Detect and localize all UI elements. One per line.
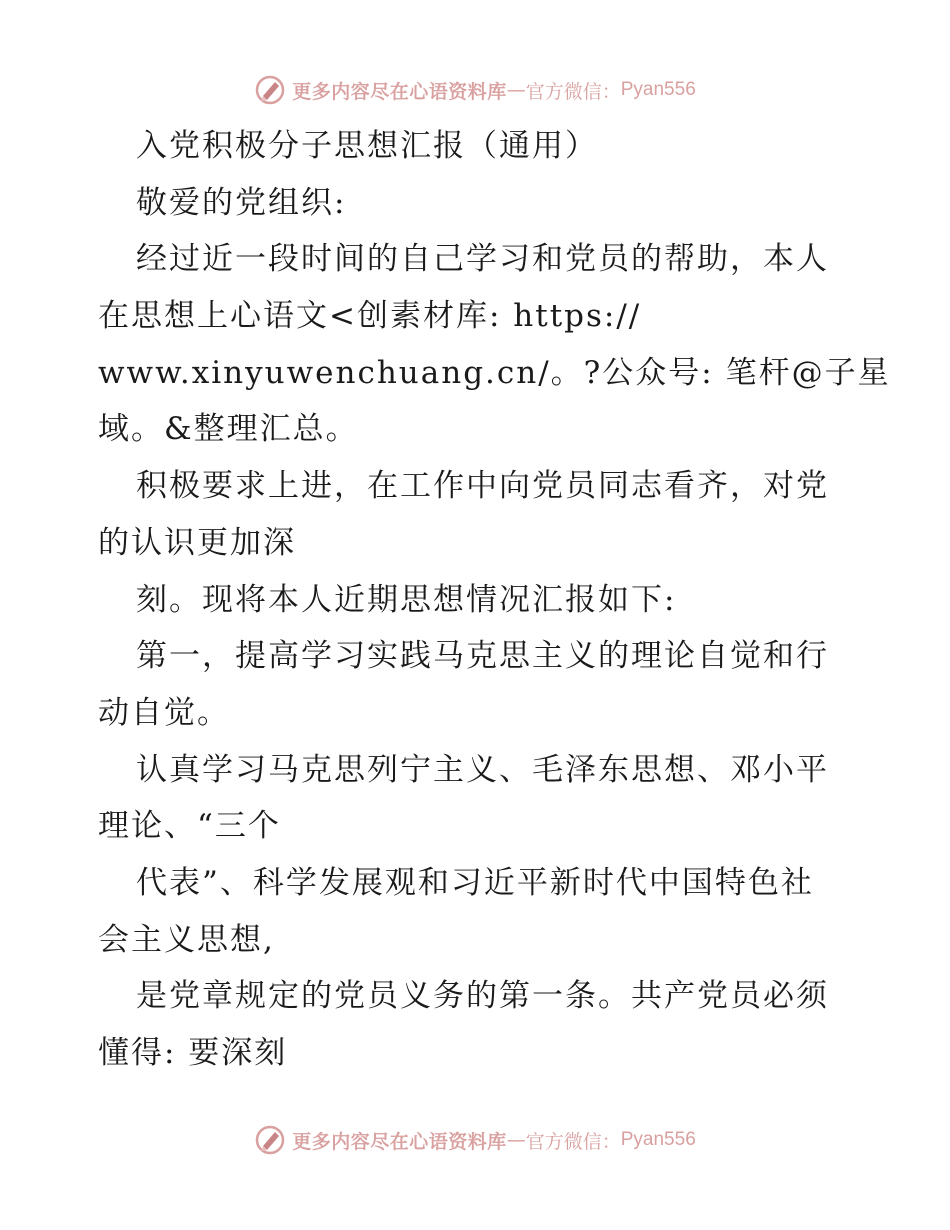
text-line: 第一，提高学习实践马克思主义的理论自觉和行 [136,638,829,675]
banner-wechat-label: 官方微信： [525,1130,621,1153]
text-line: 经过近一段时间的自己学习和党员的帮助，本人 [136,241,829,278]
banner-separator: — [506,79,526,101]
text-line: 敬爱的党组织: [136,184,347,221]
text-line: 在思想上心语文<创素材库: https:// [98,298,642,335]
text-line: 入党积极分子思想汇报（通用） [136,128,598,164]
pen-circle-logo-icon [254,74,286,106]
text-line: 刻。现将本人近期思想情况汇报如下: [136,581,677,618]
text-line: 动自觉。 [98,694,230,731]
pen-circle-logo-icon [254,1124,286,1156]
header-banner [0,70,950,110]
banner-wechat-label: 官方微信： [525,80,621,103]
banner-wechat-id: Pyan556 [620,1129,696,1150]
text-line: 积极要求上进，在工作中向党员同志看齐，对党 [136,468,829,505]
banner-text: 更多内容尽在心语资料库 [292,1130,507,1153]
text-line: 域。&整理汇总。 [98,411,359,448]
text-line: 代表”、科学发展观和习近平新时代中国特色社 [136,864,814,901]
banner-wechat-id: Pyan556 [620,79,696,100]
banner-text: 更多内容尽在心语资料库 [292,80,507,103]
text-line: 认真学习马克思列宁主义、毛泽东思想、邓小平 [136,751,829,788]
text-line: 理论、“三个 [98,808,281,845]
document-body [98,118,891,1082]
text-line: 懂得: 要深刻 [98,1035,288,1071]
footer-banner [0,1120,950,1160]
text-line: 是党章规定的党员义务的第一条。共产党员必须 [136,978,829,1015]
text-line: 会主义思想, [98,921,275,958]
text-line: 的认识更加深 [98,524,296,561]
banner-separator: — [506,1129,526,1151]
text-line: www.xinyuwenchuang.cn/。?公众号: 笔杆@子星 [98,354,891,391]
